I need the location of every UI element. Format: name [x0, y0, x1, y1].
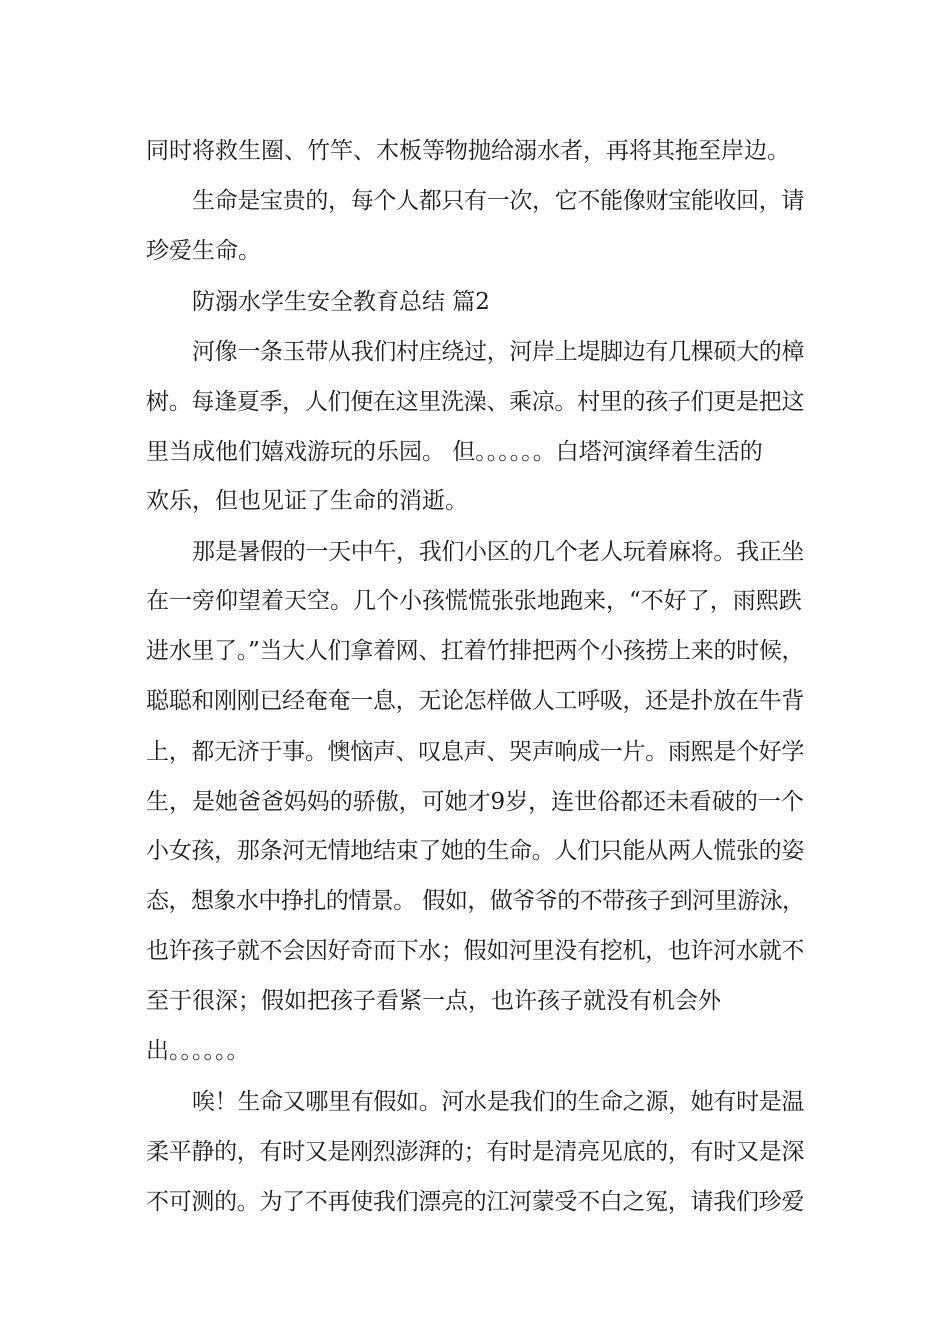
text-line: 至于很深；假如把孩子看紧一点，也许孩子就没有机会外 — [146, 988, 721, 1014]
text-line: 聪聪和刚刚已经奄奄一息，无论怎样做人工呼吸，还是扑放在牛背 — [146, 688, 805, 714]
text-line: 进水里了。”当大人们拿着网、扛着竹排把两个小孩捞上来的时候， — [146, 638, 805, 664]
text-line: 同时将救生圈、竹竿、木板等物抛给溺水者，再将其拖至岸边。 — [146, 138, 790, 164]
text-line: 欢乐，但也见证了生命的消逝。 — [146, 488, 468, 514]
text-line: 也许孩子就不会因好奇而下水；假如河里没有挖机，也许河水就不 — [146, 938, 805, 964]
text-line: 出。。。。。。 — [146, 1038, 250, 1064]
text-line: 树。每逢夏季，人们便在这里洗澡、乘凉。村里的孩子们更是把这 — [146, 389, 805, 415]
section-heading: 防溺水学生安全教育总结 篇2 — [192, 289, 490, 315]
text-line: 不可测的。为了不再使我们漂亮的江河蒙受不白之冤，请我们珍爱 — [146, 1189, 805, 1215]
text-line: 里当成他们嬉戏游玩的乐园。 但。。。。。。白塔河演绎着生活的 — [146, 439, 763, 465]
text-line: 河像一条玉带从我们村庄绕过，河岸上堤脚边有几棵硕大的樟 — [192, 339, 805, 365]
text-line: 生，是她爸爸妈妈的骄傲，可她才9岁，连世俗都还未看破的一个 — [146, 789, 804, 815]
text-line: 上，都无济于事。懊恼声、叹息声、哭声响成一片。雨熙是个好学 — [146, 739, 805, 765]
text-line: 柔平静的，有时又是刚烈澎湃的；有时是清亮见底的，有时又是深 — [146, 1139, 805, 1165]
text-line: 唉！生命又哪里有假如。河水是我们的生命之源，她有时是温 — [192, 1089, 805, 1115]
text-line: 态，想象水中挣扎的情景。 假如，做爷爷的不带孩子到河里游泳， — [146, 888, 805, 914]
text-line: 那是暑假的一天中午，我们小区的几个老人玩着麻将。我正坐 — [192, 539, 805, 565]
text-line: 小女孩，那条河无情地结束了她的生命。人们只能从两人慌张的姿 — [146, 838, 805, 864]
text-line: 在一旁仰望着天空。几个小孩慌慌张张地跑来，“不好了，雨熙跌 — [146, 588, 802, 614]
text-line: 珍爱生命。 — [146, 238, 261, 264]
text-line: 生命是宝贵的，每个人都只有一次，它不能像财宝能收回，请 — [192, 188, 805, 214]
